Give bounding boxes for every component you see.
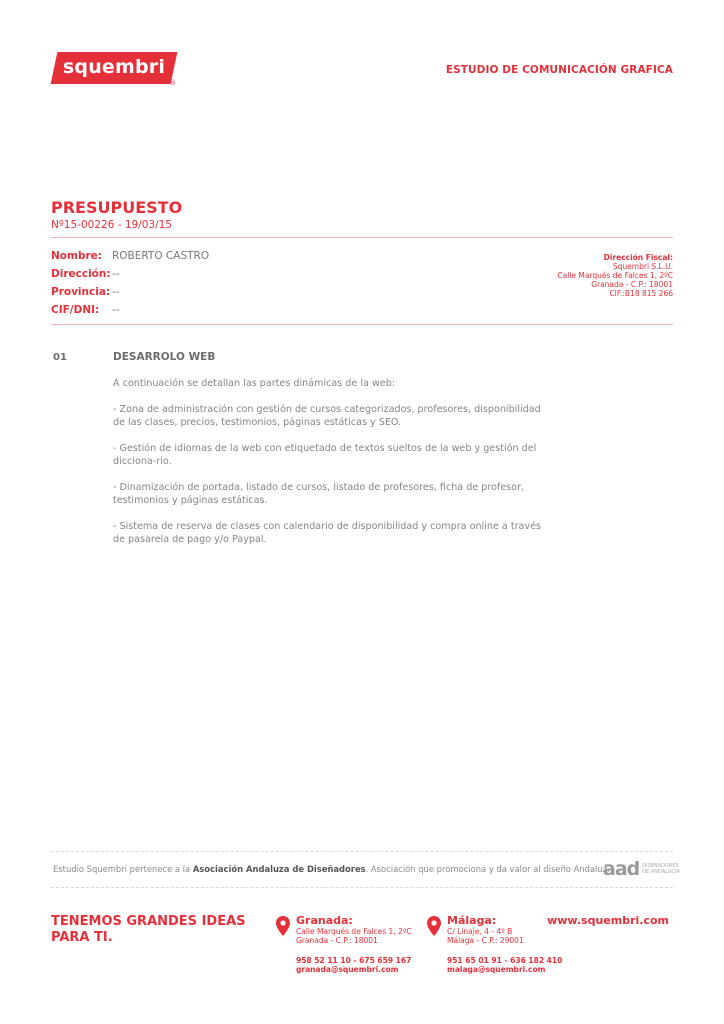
association-text-post: . Asociación que promociona y da valor al diseño Andaluz. — [365, 864, 610, 874]
office-address — [447, 927, 524, 945]
logo-text: squembri — [62, 56, 166, 78]
document-number: Nº15-00226 - 19/03/15 — [51, 219, 172, 231]
studio-tagline: ESTUDIO DE COMUNICACIÓN GRAFICA — [445, 64, 673, 76]
aad-sub-line: DISEÑADORES — [642, 863, 679, 869]
item-paragraph: - Sistema de reserva de clases con calendario de disponibilidad y compra online a través de pasarela de pago y/o Paypal. — [113, 521, 541, 545]
logo — [54, 52, 174, 84]
fiscal-line: Squembri S.L.U. — [612, 262, 673, 271]
client-value: -- — [112, 268, 120, 280]
office-contact — [296, 956, 411, 974]
association-text — [53, 864, 610, 874]
slogan-line: PARA TI. — [51, 930, 113, 945]
item-paragraph: - Dinamización de portada, listado de cursos, listado de profesores, ficha de profesor, testimonios y páginas estáticas. — [113, 482, 525, 506]
office-address-line: C/ Linaje, 4 - 4º B — [447, 927, 513, 936]
client-row-nombre — [51, 247, 209, 265]
item-number: 01 — [53, 352, 67, 363]
client-label: Nombre: — [51, 250, 102, 262]
aad-subtitle — [642, 863, 680, 875]
fiscal-title: Dirección Fiscal: — [603, 253, 673, 262]
office-address-line: Málaga - C.P.: 29001 — [447, 936, 524, 945]
item-title: DESARROLO WEB — [113, 351, 216, 363]
office-city: Granada: — [296, 914, 353, 927]
fiscal-line: Calle Marqués de Falces 1, 2ºC — [557, 271, 673, 280]
document-title: PRESUPUESTO — [51, 198, 183, 217]
client-value: -- — [112, 304, 120, 316]
fiscal-line: Granada - C.P.: 18001 — [591, 280, 673, 289]
slogan-line: TENEMOS GRANDES IDEAS — [51, 914, 246, 929]
office-contact — [447, 956, 562, 974]
divider — [51, 324, 673, 325]
client-value: ROBERTO CASTRO — [112, 250, 210, 262]
fiscal-address — [557, 253, 673, 298]
client-label: Dirección: — [51, 268, 111, 280]
aad-logo — [603, 858, 680, 880]
office-phone: 958 52 11 10 - 675 659 167 — [296, 956, 412, 965]
divider — [51, 887, 673, 888]
client-label: CIF/DNI: — [51, 304, 100, 316]
item-paragraph: - Zona de administración con gestión de cursos categorizados, profesores, disponibilidad de las clases, precios, testimonios, páginas estáticas y SEO. — [113, 404, 541, 428]
client-value: -- — [112, 286, 120, 298]
office-address-line: Calle Marqués de Falces 1, 2ºC — [296, 927, 412, 936]
slogan — [51, 914, 246, 946]
client-row-provincia — [51, 283, 209, 301]
aad-mark: aad — [603, 858, 640, 880]
office-city: Málaga: — [447, 914, 497, 927]
item-description — [113, 377, 553, 559]
fiscal-line: CIF.:B18 815 266 — [609, 289, 673, 298]
aad-sub-line: DE ANDALUCÍA — [642, 869, 680, 875]
location-pin-icon — [276, 916, 290, 936]
item-paragraph: A continuación se detallan las partes dinámicas de la web: — [113, 378, 396, 389]
registered-mark: ® — [169, 79, 176, 87]
divider — [51, 851, 673, 852]
client-row-cif — [51, 301, 209, 319]
office-address — [296, 927, 412, 945]
association-text-pre: Estudio Squembri pertenece a la — [53, 864, 193, 874]
divider — [51, 237, 673, 238]
client-details — [51, 247, 209, 319]
client-row-direccion — [51, 265, 209, 283]
office-phone: 951 65 01 91 - 636 182 410 — [447, 956, 563, 965]
office-email[interactable]: granada@squembri.com — [296, 965, 399, 974]
location-pin-icon — [427, 916, 441, 936]
office-address-line: Granada - C.P.: 18001 — [296, 936, 378, 945]
association-name: Asociación Andaluza de Diseñadores — [192, 864, 366, 874]
website-link[interactable]: www.squembri.com — [547, 914, 669, 927]
item-paragraph: - Gestión de idiomas de la web con etiquetado de textos sueltos de la web y gestión del dicciona-rio. — [113, 443, 537, 467]
office-email[interactable]: malaga@squembri.com — [447, 965, 546, 974]
client-label: Provincia: — [51, 286, 111, 298]
